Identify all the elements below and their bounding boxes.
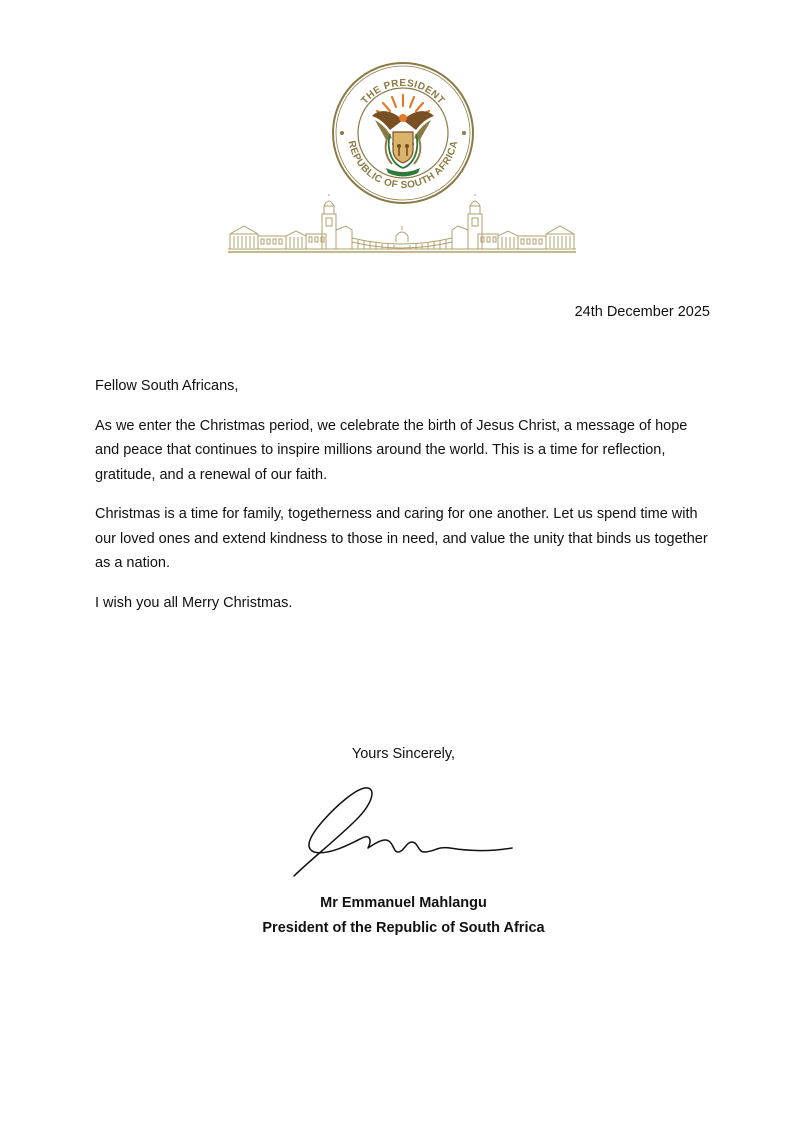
presidential-seal xyxy=(330,60,476,206)
seal-bottom-text: REPUBLIC OF SOUTH AFRICA xyxy=(345,139,461,192)
signatory-title: President of the Republic of South Africa xyxy=(262,920,545,936)
handwritten-signature xyxy=(288,782,520,882)
salutation: Fellow South Africans, xyxy=(95,378,239,394)
signatory-block xyxy=(0,891,807,941)
signatory-name: Mr Emmanuel Mahlangu xyxy=(320,895,487,911)
letter-date: 24th December 2025 xyxy=(574,304,710,320)
paragraph-1: As we enter the Christmas period, we celebrate the birth of Jesus Christ, a message of hope and peace that continues to inspire millions around the world. This is a time for reflection, gratitude, and a renewal of our faith. xyxy=(95,417,688,483)
union-buildings-illustration xyxy=(226,194,578,258)
letter-body xyxy=(95,374,715,630)
closing: Yours Sincerely, xyxy=(351,746,456,762)
seal-top-text: THE PRESIDENT xyxy=(359,78,447,107)
coat-of-arms-icon xyxy=(372,95,434,177)
paragraph-2: Christmas is a time for family, togetherness and caring for one another. Let us spend time with our loved ones and extend kindness to those in need, and value the unity that binds us together as a nation. xyxy=(95,506,708,571)
paragraph-3: I wish you all Merry Christmas. xyxy=(95,594,293,611)
